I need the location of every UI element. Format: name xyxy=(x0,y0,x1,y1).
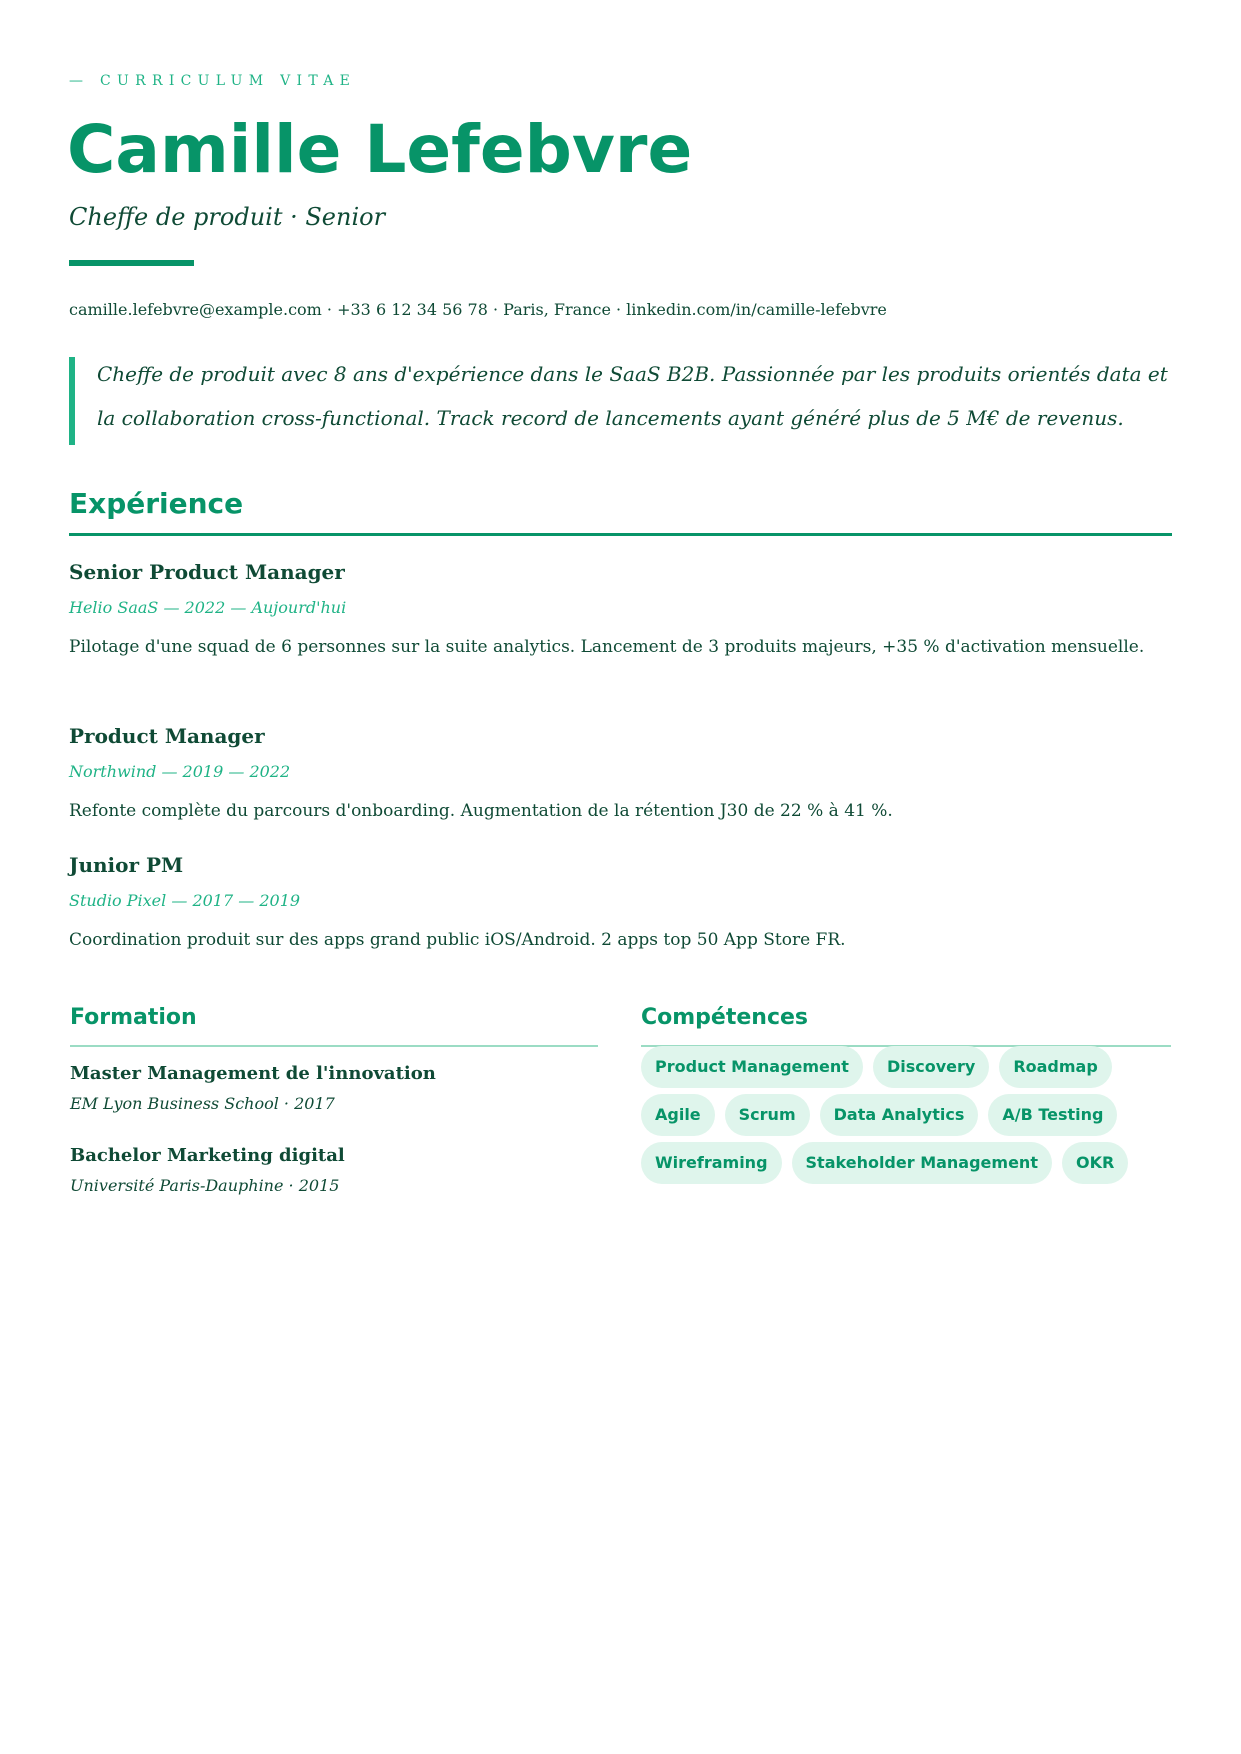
skills-heading: Compétences xyxy=(641,1005,809,1030)
education-heading: Formation xyxy=(70,1005,197,1030)
skill-tag: Stakeholder Management xyxy=(792,1142,1052,1184)
education-degree: Master Management de l'innovation xyxy=(70,1063,436,1084)
job-role: Senior Product Manager xyxy=(69,560,345,584)
skill-tag: A/B Testing xyxy=(988,1094,1117,1136)
summary-block xyxy=(69,357,1172,445)
job-entry xyxy=(69,724,1172,830)
job-description: Coordination produit sur des apps grand public iOS/Android. 2 apps top 50 App Store FR. xyxy=(69,930,846,950)
job-meta: Studio Pixel — 2017 — 2019 xyxy=(69,891,301,910)
contact-line: camille.lefebvre@example.com · +33 6 12 34 56 78 · Paris, France · linkedin.com/in/camille-lefebvre xyxy=(69,300,887,319)
skill-tag: Discovery xyxy=(873,1046,989,1088)
experience-divider xyxy=(69,533,1172,536)
education-divider xyxy=(70,1045,598,1047)
job-description: Refonte complète du parcours d'onboarding. Augmentation de la rétention J30 de 22 % à 41 %. xyxy=(69,801,893,821)
job-meta: Helio SaaS — 2022 — Aujourd'hui xyxy=(69,598,347,617)
job-role: Product Manager xyxy=(69,724,265,748)
skills-column xyxy=(641,1005,1171,1172)
job-description: Pilotage d'une squad de 6 personnes sur la suite analytics. Lancement de 3 produits majeurs, +35 % d'activation mensuelle. xyxy=(69,637,1145,657)
skill-tag: OKR xyxy=(1062,1142,1128,1184)
education-column xyxy=(70,1005,598,1195)
education-school: Université Paris-Dauphine · 2015 xyxy=(70,1176,340,1195)
skill-tag: Wireframing xyxy=(641,1142,782,1184)
skill-tag: Roadmap xyxy=(999,1046,1111,1088)
job-meta: Northwind — 2019 — 2022 xyxy=(69,762,291,781)
accent-bar xyxy=(69,260,194,266)
experience-heading: Expérience xyxy=(69,487,244,520)
skill-tag: Scrum xyxy=(725,1094,810,1136)
education-degree: Bachelor Marketing digital xyxy=(70,1145,345,1166)
education-entry xyxy=(70,1145,345,1195)
candidate-name: Camille Lefebvre xyxy=(67,111,693,188)
education-entry xyxy=(70,1063,436,1113)
education-school: EM Lyon Business School · 2017 xyxy=(70,1094,335,1113)
job-entry xyxy=(69,560,1172,666)
document-eyebrow: — CURRICULUM VITAE xyxy=(69,73,357,89)
skill-tag: Agile xyxy=(641,1094,715,1136)
summary-text: Cheffe de produit avec 8 ans d'expérience dans le SaaS B2B. Passionnée par les produits orientés data et la collaboration cross-functional. Track record de lancements ayant généré plus de 5 M€ de revenus. xyxy=(97,362,1168,430)
candidate-subtitle: Cheffe de produit · Senior xyxy=(69,203,386,231)
skill-row xyxy=(641,1094,1127,1136)
job-role: Junior PM xyxy=(69,853,184,877)
skill-row xyxy=(641,1142,1138,1184)
job-entry xyxy=(69,853,1172,959)
skill-tag: Product Management xyxy=(641,1046,863,1088)
skill-row xyxy=(641,1046,1122,1088)
skill-tag: Data Analytics xyxy=(820,1094,979,1136)
